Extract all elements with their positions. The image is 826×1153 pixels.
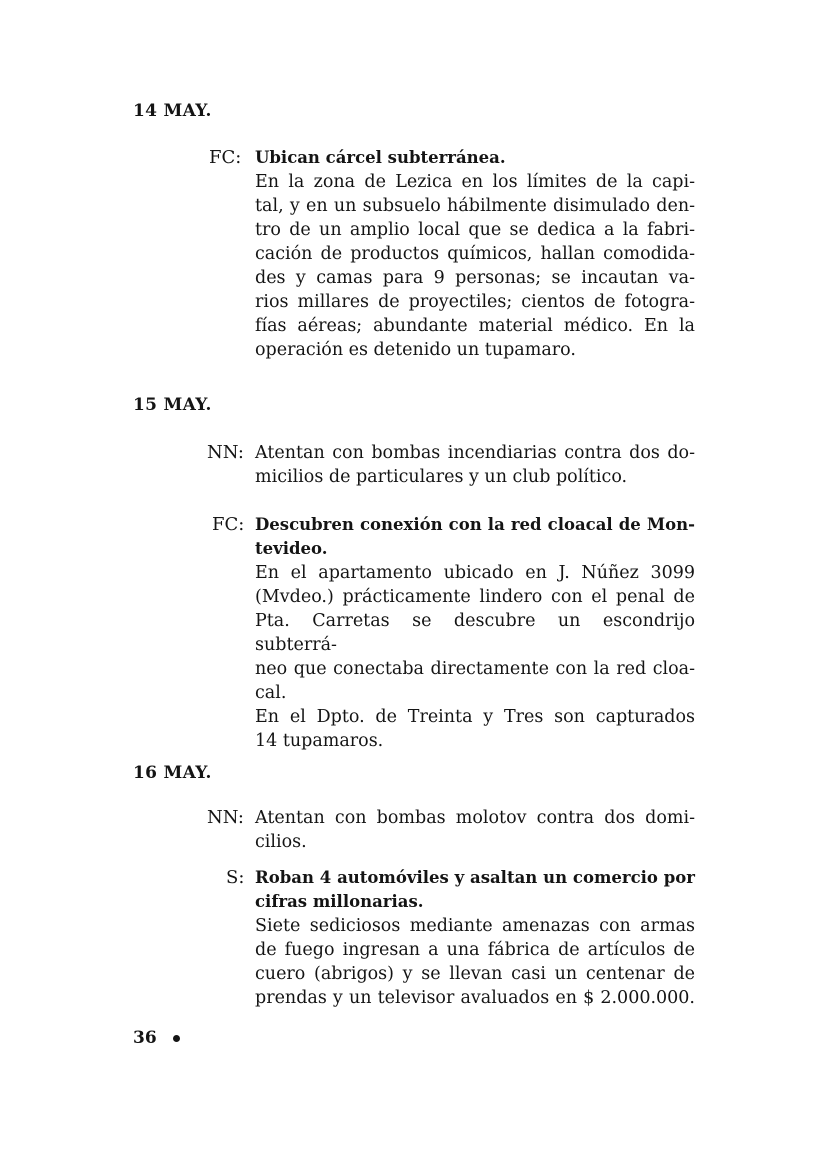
entry-code: FC: [209,147,242,168]
entry-paragraph: En la zona de Lezica en los límites de la capi- tal, y en un subsuelo hábilmente disimulado den- tro de un amplio local que se dedica a la fabri- cación de productos químicos, hallan comodida- des y camas para 9 personas; se incautan va- rios millares de proyectiles; cientos de fotogra- fías aéreas; abundante material médico. En la operación es detenido un tupamaro. [255,172,695,360]
entry-paragraph: Atentan con bombas molotov contra dos domi- cilios. [255,808,695,852]
entry-fc-carcel [195,146,695,362]
section-date-14-may: 14 MAY. [133,101,212,121]
entry-nn-molotov [195,806,695,854]
page-folio [133,1028,180,1048]
entry-code: FC: [212,514,245,535]
bullet-icon [173,1035,180,1042]
section-date-15-may: 15 MAY. [133,395,212,415]
entry-paragraph: Siete sediciosos mediante amenazas con armas de fuego ingresan a una fábrica de artículos de cuero (abrigos) y se llevan casi un centenar de prendas y un televisor avaluados en $ 2.000.000. [255,916,695,1008]
entry-s-robo [195,866,695,1010]
page-number: 36 [133,1028,157,1048]
section-date-16-may: 16 MAY. [133,763,212,783]
entry-paragraph: En el apartamento ubicado en J. Núñez 3099 (Mvdeo.) prácticamente lindero con el penal de Pta. Carretas se descubre un escondrijo subterrá- neo que conectaba directamente con la red cloa- cal. [255,563,695,703]
entry-headline: Descubren conexión con la red cloacal de Mon- tevideo. [255,515,695,558]
entry-headline: Roban 4 automóviles y asaltan un comercio por cifras millonarias. [255,868,695,911]
entry-code: NN: [207,807,244,828]
entry-headline: Ubican cárcel subterránea. [255,148,506,167]
entry-fc-cloacal [195,513,695,753]
entry-code: S: [226,867,245,888]
entry-paragraph: En el Dpto. de Treinta y Tres son capturados 14 tupamaros. [255,707,695,751]
entry-paragraph: Atentan con bombas incendiarias contra dos do- micilios de particulares y un club político. [255,443,695,487]
entry-nn-incendiarias [195,441,695,489]
entry-code: NN: [207,442,244,463]
